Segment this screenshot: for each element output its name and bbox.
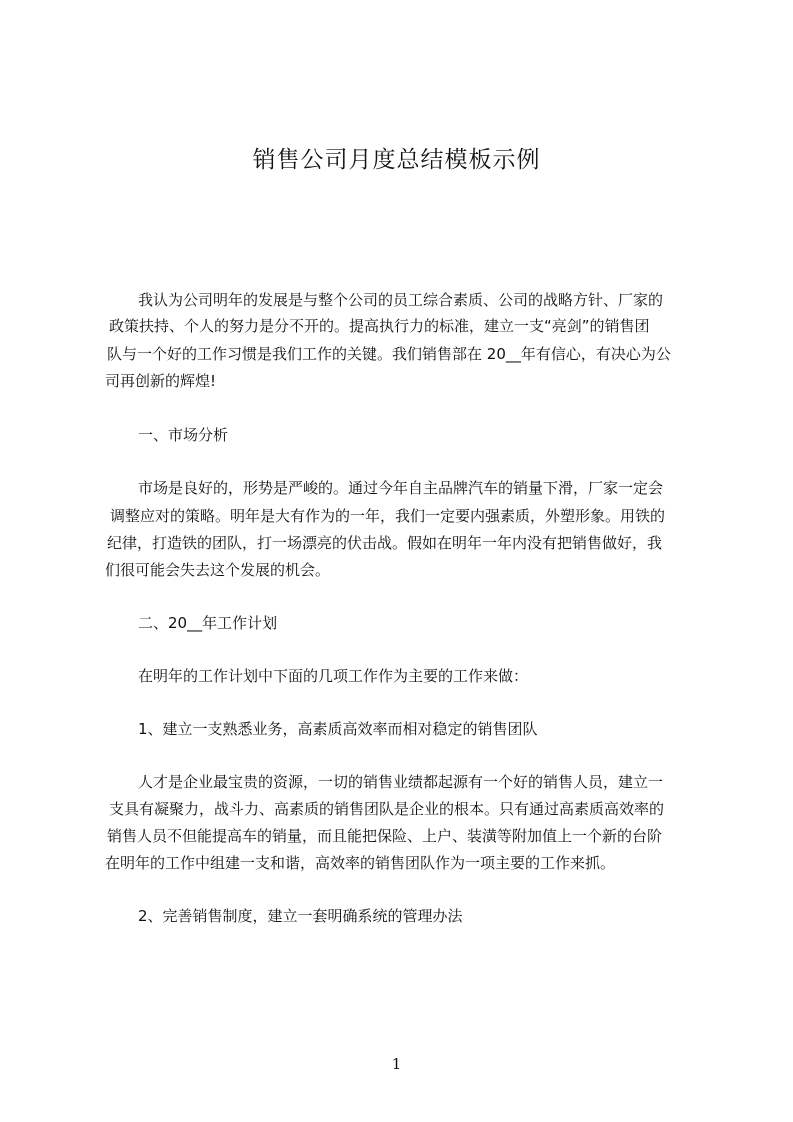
- intro-line-2: 政策扶持、个人的努力是分不开的。提高执行力的标准，建立一支“亮剑”的销售团: [109, 317, 650, 335]
- section2-intro: 在明年的工作计划中下面的几项工作作为主要的工作来做：: [138, 667, 529, 685]
- document-title: 销售公司月度总结模板示例: [252, 147, 541, 173]
- item1-line-1: 人才是企业最宝贵的资源，一切的销售业绩都起源有一个好的销售人员，建立一: [138, 773, 664, 791]
- section2-heading: 二、20__年工作计划: [138, 614, 278, 632]
- page-number: 1: [391, 1055, 402, 1073]
- intro-line-4: 司再创新的辉煌!: [105, 372, 217, 390]
- item1-heading: 1、建立一支熟悉业务，高素质高效率而相对稳定的销售团队: [138, 720, 538, 738]
- item1-line-4: 在明年的工作中组建一支和谐，高效率的销售团队作为一项主要的工作来抓。: [105, 854, 616, 872]
- section1-line-1: 市场是良好的，形势是严峻的。通过今年自主品牌汽车的销量下滑，厂家一定会: [138, 479, 664, 497]
- intro-line-3: 队与一个好的工作习惯是我们工作的关键。我们销售部在 20__年有信心，有决心为公: [107, 345, 671, 363]
- section1-line-4: 们很可能会失去这个发展的机会。: [105, 561, 331, 579]
- section1-line-2: 调整应对的策略。明年是大有作为的一年，我们一定要内强素质，外塑形象。用铁的: [110, 507, 666, 525]
- section1-line-3: 纪律，打造铁的团队，打一场漂亮的伏击战。假如在明年一年内没有把销售做好，我: [107, 534, 663, 552]
- intro-line-1: 我认为公司明年的发展是与整个公司的员工综合素质、公司的战略方针、厂家的: [138, 291, 664, 309]
- item1-line-2: 支具有凝聚力，战斗力、高素质的销售团队是企业的根本。只有通过高素质高效率的: [109, 800, 665, 818]
- item2-heading: 2、完善销售制度，建立一套明确系统的管理办法: [138, 907, 463, 925]
- section1-heading: 一、市场分析: [138, 426, 229, 444]
- item1-line-3: 销售人员不但能提高车的销量，而且能把保险、上户、装潢等附加值上一个新的台阶: [107, 827, 663, 845]
